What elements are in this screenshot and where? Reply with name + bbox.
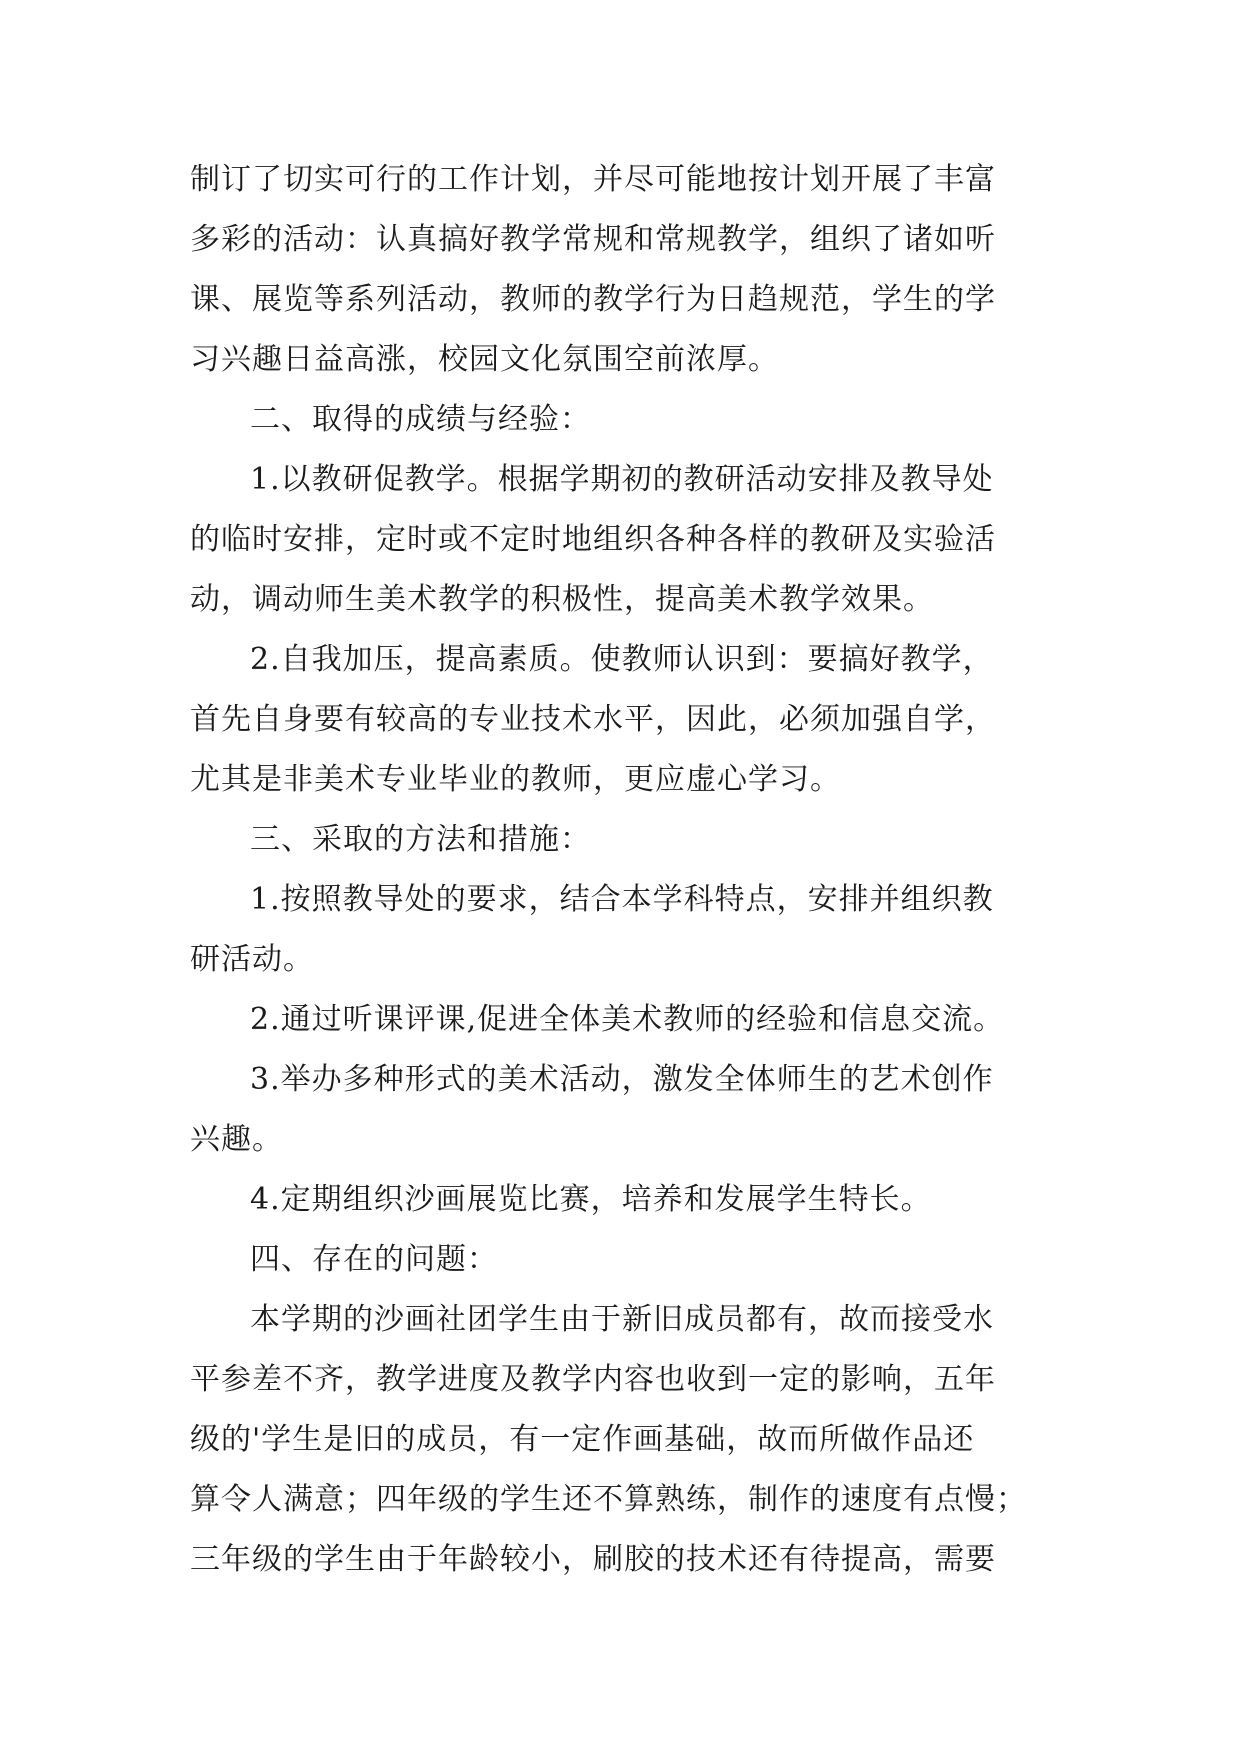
paragraph-line: 级的'学生是旧的成员，有一定作画基础，故而所做作品还 [190,1422,975,1457]
paragraph-line: 2.通过听课评课,促进全体美术教师的经验和信息交流。 [250,1002,1005,1037]
paragraph-line: 本学期的沙画社团学生由于新旧成员都有，故而接受水 [250,1302,994,1337]
section-heading: 二、取得的成绩与经验： [250,402,591,437]
paragraph-line: 三年级的学生由于年龄较小，刷胶的技术还有待提高，需要 [190,1542,996,1577]
paragraph-line: 研活动。 [190,942,314,977]
paragraph-line: 1.以教研促教学。根据学期初的教研活动安排及教导处 [250,462,994,497]
paragraph-line: 尤其是非美术专业毕业的教师，更应虚心学习。 [190,762,841,797]
paragraph-line: 制订了切实可行的工作计划，并尽可能地按计划开展了丰富 [190,162,996,197]
paragraph-line: 动，调动师生美术教学的积极性，提高美术教学效果。 [190,582,934,617]
paragraph-line: 算令人满意；四年级的学生还不算熟练，制作的速度有点慢； [190,1482,1027,1517]
paragraph-line: 多彩的活动：认真搞好教学常规和常规教学，组织了诸如听 [190,222,996,257]
section-heading: 三、采取的方法和措施： [250,822,591,857]
paragraph-line: 习兴趣日益高涨，校园文化氛围空前浓厚。 [190,342,779,377]
paragraph-line: 平参差不齐，教学进度及教学内容也收到一定的影响，五年 [190,1362,996,1397]
paragraph-line: 的临时安排，定时或不定时地组织各种各样的教研及实验活 [190,522,996,557]
paragraph-line: 3.举办多种形式的美术活动，激发全体师生的艺术创作 [250,1062,994,1097]
paragraph-line: 2.自我加压，提高素质。使教师认识到：要搞好教学， [250,642,994,677]
paragraph-line: 兴趣。 [190,1122,283,1157]
paragraph-line: 4.定期组织沙画展览比赛，培养和发展学生特长。 [250,1182,932,1217]
paragraph-line: 首先自身要有较高的专业技术水平，因此，必须加强自学， [190,702,996,737]
paragraph-line: 课、展览等系列活动，教师的教学行为日趋规范，学生的学 [190,282,996,317]
section-heading: 四、存在的问题： [250,1242,498,1277]
paragraph-line: 1.按照教导处的要求，结合本学科特点，安排并组织教 [250,882,994,917]
